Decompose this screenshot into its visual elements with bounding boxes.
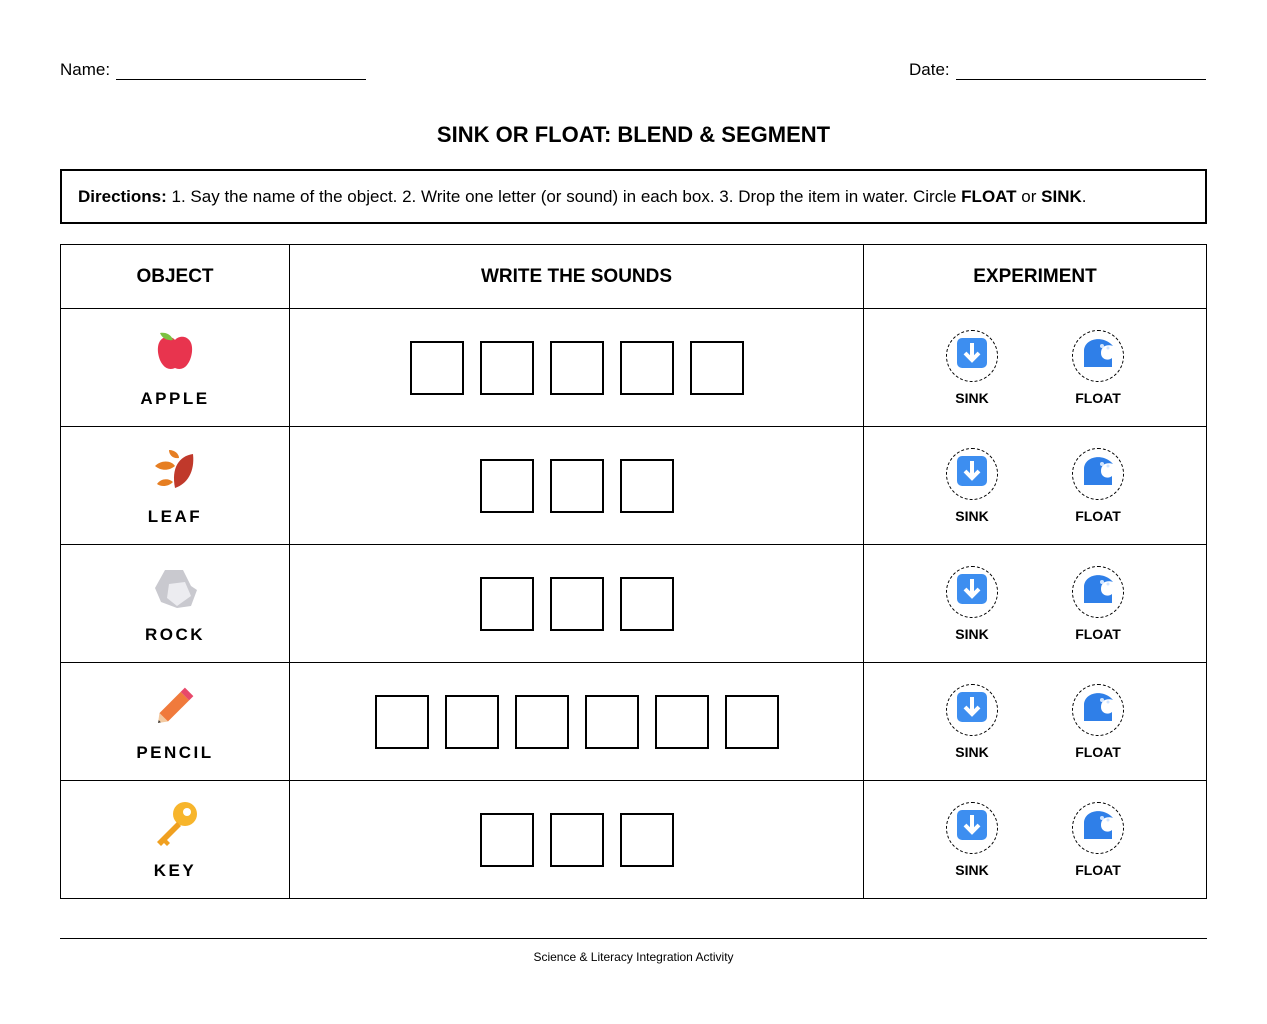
float-option[interactable] (1053, 566, 1143, 642)
date-label: Date: (909, 60, 950, 79)
sink-arrow-icon (956, 691, 988, 728)
float-circle[interactable] (1072, 448, 1124, 500)
object-label: LEAF (147, 507, 203, 526)
sink-option[interactable] (927, 566, 1017, 642)
float-circle[interactable] (1072, 566, 1124, 618)
sound-box[interactable] (480, 577, 534, 631)
object-label: PENCIL (136, 743, 214, 762)
experiment-cell (864, 781, 1207, 899)
float-option[interactable] (1053, 448, 1143, 524)
sound-box[interactable] (445, 695, 499, 749)
page-title: SINK OR FLOAT: BLEND & SEGMENT (436, 122, 831, 147)
sound-box[interactable] (550, 813, 604, 867)
wave-icon (1082, 809, 1114, 846)
object-label: KEY (153, 861, 197, 880)
table-row (61, 663, 1207, 781)
directions-box (60, 169, 1207, 224)
sound-box[interactable] (655, 695, 709, 749)
table-header-row (61, 245, 1207, 309)
sounds-cell (290, 309, 864, 427)
wave-icon (1082, 691, 1114, 728)
float-option[interactable] (1053, 802, 1143, 878)
name-label: Name: (60, 60, 111, 79)
apple-icon (149, 326, 201, 383)
float-circle[interactable] (1072, 330, 1124, 382)
sound-box[interactable] (480, 459, 534, 513)
header-sounds: WRITE THE SOUNDS (290, 245, 864, 309)
header-object: OBJECT (61, 245, 290, 309)
name-field[interactable] (60, 60, 366, 80)
sink-label: SINK (955, 861, 989, 878)
float-label: FLOAT (1075, 389, 1121, 406)
experiment-cell (864, 309, 1207, 427)
key-icon (149, 798, 201, 855)
name-line[interactable] (116, 65, 366, 80)
sound-box[interactable] (410, 341, 464, 395)
sink-arrow-icon (956, 573, 988, 610)
object-label: APPLE (140, 389, 210, 408)
wave-icon (1082, 573, 1114, 610)
sound-box[interactable] (620, 341, 674, 395)
float-label: FLOAT (1075, 743, 1121, 760)
sound-box[interactable] (515, 695, 569, 749)
sink-arrow-icon (956, 455, 988, 492)
object-cell (61, 663, 290, 781)
float-circle[interactable] (1072, 684, 1124, 736)
table-row (61, 427, 1207, 545)
sound-box[interactable] (375, 695, 429, 749)
object-cell (61, 545, 290, 663)
date-line[interactable] (956, 65, 1206, 80)
sounds-cell (290, 663, 864, 781)
sink-label: SINK (955, 507, 989, 524)
sound-box[interactable] (620, 577, 674, 631)
footer-divider (60, 938, 1207, 939)
sink-circle[interactable] (946, 684, 998, 736)
sounds-cell (290, 545, 864, 663)
rock-icon (149, 562, 201, 619)
sink-option[interactable] (927, 802, 1017, 878)
experiment-cell (864, 427, 1207, 545)
table-row (61, 545, 1207, 663)
leaf-icon (149, 444, 201, 501)
date-field[interactable] (909, 60, 1206, 80)
table-row (61, 781, 1207, 899)
float-option[interactable] (1053, 330, 1143, 406)
sink-circle[interactable] (946, 566, 998, 618)
worksheet-table (60, 244, 1207, 899)
sound-box[interactable] (550, 577, 604, 631)
sink-option[interactable] (927, 330, 1017, 406)
sink-option[interactable] (927, 684, 1017, 760)
sink-arrow-icon (956, 337, 988, 374)
directions-float: FLOAT (961, 186, 1017, 206)
table-row (61, 309, 1207, 427)
object-cell (61, 781, 290, 899)
sound-box[interactable] (690, 341, 744, 395)
footer-text: Science & Literacy Integration Activity (533, 950, 734, 964)
float-label: FLOAT (1075, 625, 1121, 642)
sound-box[interactable] (480, 341, 534, 395)
float-circle[interactable] (1072, 802, 1124, 854)
directions-label: Directions: (78, 186, 167, 206)
object-cell (61, 309, 290, 427)
sounds-cell (290, 781, 864, 899)
sink-label: SINK (955, 625, 989, 642)
sound-box[interactable] (620, 459, 674, 513)
sink-circle[interactable] (946, 330, 998, 382)
sink-label: SINK (955, 743, 989, 760)
float-label: FLOAT (1075, 861, 1121, 878)
object-cell (61, 427, 290, 545)
float-option[interactable] (1053, 684, 1143, 760)
sound-box[interactable] (620, 813, 674, 867)
sound-box[interactable] (725, 695, 779, 749)
sink-label: SINK (955, 389, 989, 406)
sound-box[interactable] (550, 341, 604, 395)
float-label: FLOAT (1075, 507, 1121, 524)
sink-circle[interactable] (946, 448, 998, 500)
sound-box[interactable] (480, 813, 534, 867)
experiment-cell (864, 663, 1207, 781)
object-label: ROCK (144, 625, 206, 644)
directions-text: 1. Say the name of the object. 2. Write one letter (or sound) in each box. 3. Drop the item in water. Circle (166, 186, 962, 206)
directions-end: . (1081, 186, 1087, 206)
sound-box[interactable] (585, 695, 639, 749)
directions-or: or (1016, 186, 1042, 206)
wave-icon (1082, 337, 1114, 374)
sink-option[interactable] (927, 448, 1017, 524)
sink-circle[interactable] (946, 802, 998, 854)
sounds-cell (290, 427, 864, 545)
directions-sink: SINK (1041, 186, 1082, 206)
pencil-icon (149, 680, 201, 737)
sink-arrow-icon (956, 809, 988, 846)
wave-icon (1082, 455, 1114, 492)
header-experiment: EXPERIMENT (864, 245, 1207, 309)
sound-box[interactable] (550, 459, 604, 513)
experiment-cell (864, 545, 1207, 663)
